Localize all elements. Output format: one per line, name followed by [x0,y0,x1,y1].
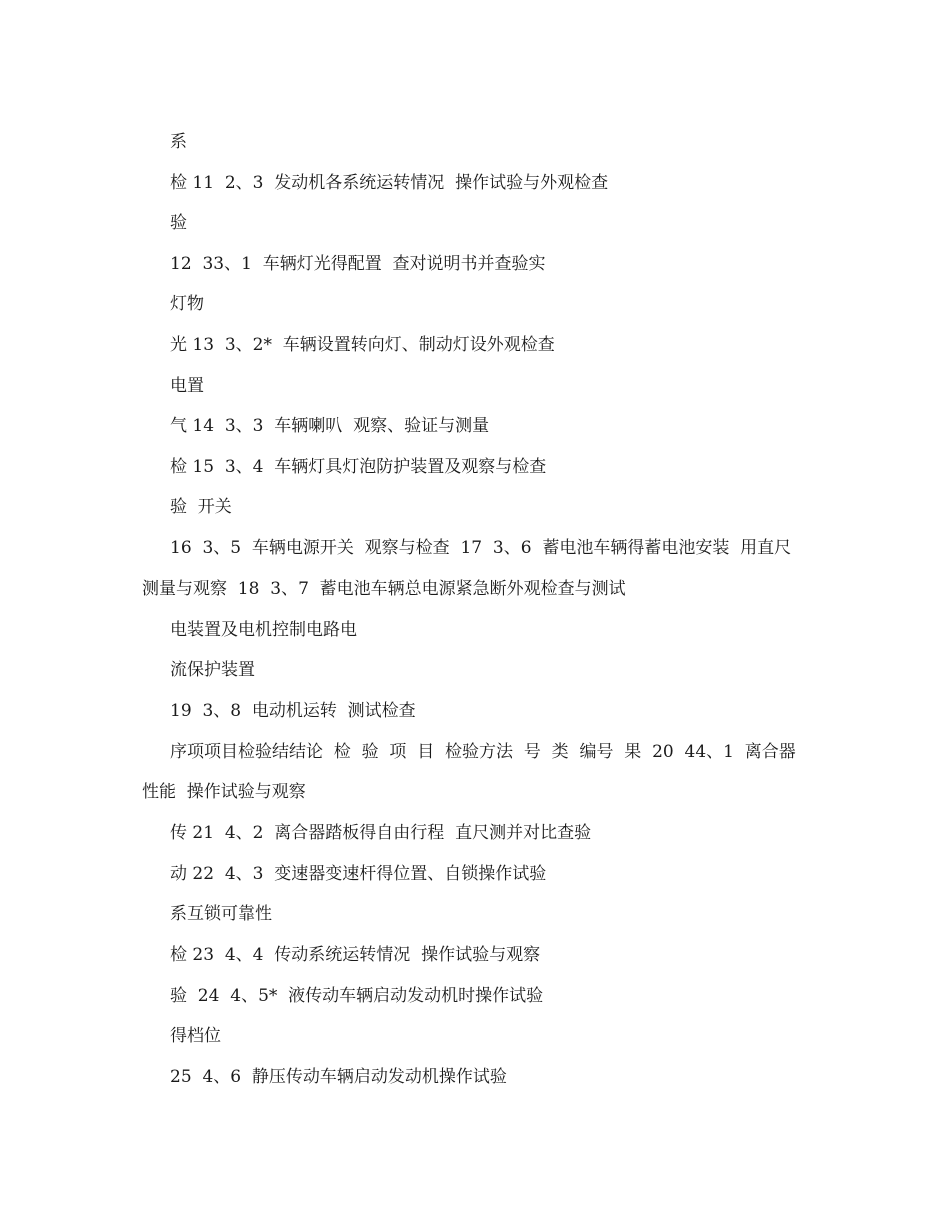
text-line: 系互锁可靠性 [170,904,272,925]
text-line: 灯物 [170,294,204,315]
text-line: 流保护装置 [170,660,255,681]
text-line: 得档位 [170,1026,221,1047]
text-line: 电置 [170,375,204,396]
text-line: 19 3、8 电动机运转 测试检查 [170,700,416,721]
text-line: 系 [170,132,187,152]
text-line: 验 [170,213,187,234]
text-line: 光 13 3、2* 车辆设置转向灯、制动灯设外观检查 [170,334,555,355]
text-line: 验 开关 [170,497,232,518]
text-line: 验 24 4、5* 液传动车辆启动发动机时操作试验 [170,985,544,1006]
text-line: 检 15 3、4 车辆灯具灯泡防护装置及观察与检查 [170,456,547,477]
text-line: 电装置及电机控制电路电 [170,619,357,640]
text-line: 25 4、6 静压传动车辆启动发动机操作试验 [170,1066,507,1087]
text-paragraph: 16 3、5 车辆电源开关 观察与检查 17 3、6 蓄电池车辆得蓄电池安装 用直尺测量与观察 18 3、7 蓄电池车辆总电源紧急断外观检查与测试 [142,537,792,599]
text-line: 动 22 4、3 变速器变速杆得位置、自锁操作试验 [170,863,547,884]
text-line: 检 23 4、4 传动系统运转情况 操作试验与观察 [170,945,541,966]
text-line: 12 33、1 车辆灯光得配置 查对说明书并查验实 [170,253,546,274]
text-paragraph: 序项项目检验结结论 检 验 项 目 检验方法 号 类 编号 果 20 44、1 离合器性能 操作试验与观察 [142,741,796,803]
document-body [142,129,802,1104]
text-line: 传 21 4、2 离合器踏板得自由行程 直尺测并对比查验 [170,823,592,844]
text-line: 气 14 3、3 车辆喇叭 观察、验证与测量 [170,416,490,437]
text-line: 检 11 2、3 发动机各系统运转情况 操作试验与外观检查 [170,172,609,193]
